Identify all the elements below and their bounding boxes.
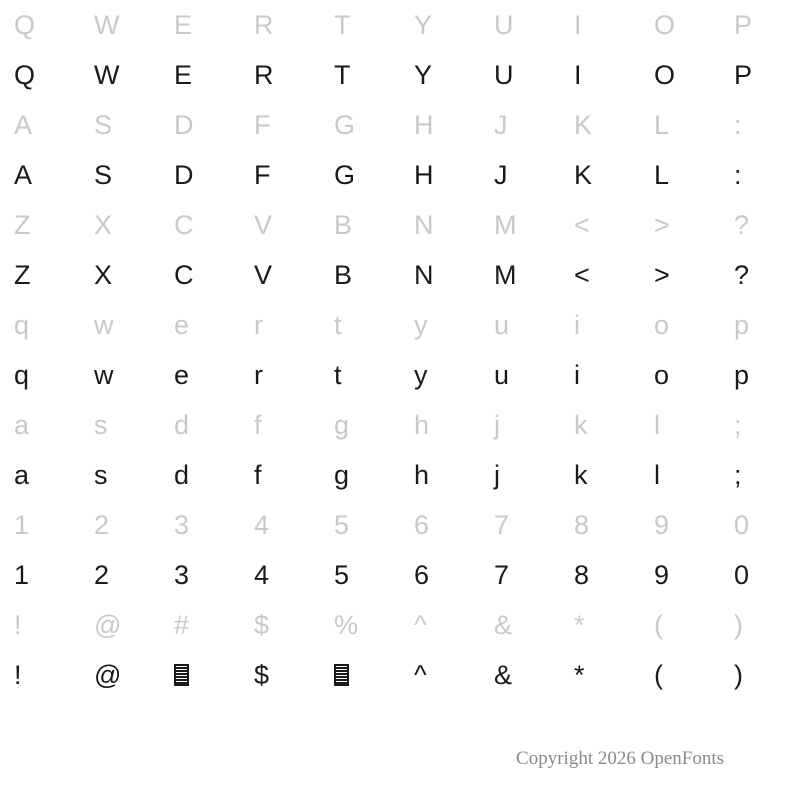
glyph-character: 5 xyxy=(334,509,350,540)
glyph-cell xyxy=(320,100,400,150)
glyph-character: L xyxy=(654,159,670,190)
glyph-cell xyxy=(400,600,480,650)
glyph-character: s xyxy=(94,459,108,490)
glyph-character: o xyxy=(654,359,670,390)
glyph-character: i xyxy=(574,309,580,340)
glyph-character: Y xyxy=(414,9,433,40)
glyph-character: $ xyxy=(254,609,270,640)
glyph-cell xyxy=(480,450,560,500)
glyph-cell xyxy=(80,600,160,650)
glyph-character: & xyxy=(494,609,513,640)
glyph-character: K xyxy=(574,159,593,190)
glyph-character: X xyxy=(94,259,113,290)
glyph-character: : xyxy=(734,109,742,140)
glyph-character: 6 xyxy=(414,559,430,590)
glyph-character: e xyxy=(174,309,190,340)
glyph-character: ; xyxy=(734,459,742,490)
glyph-character: L xyxy=(654,109,670,140)
glyph-cell xyxy=(560,400,640,450)
glyph-cell xyxy=(640,150,720,200)
glyph-cell xyxy=(240,250,320,300)
glyph-character: u xyxy=(494,309,510,340)
glyph-character: R xyxy=(254,9,274,40)
glyph-character: : xyxy=(734,159,742,190)
glyph-character: o xyxy=(654,309,670,340)
glyph-character: > xyxy=(654,209,670,240)
glyph-character: p xyxy=(734,359,750,390)
glyph-character: * xyxy=(574,659,585,690)
glyph-cell xyxy=(240,100,320,150)
glyph-cell xyxy=(400,500,480,550)
glyph-character: W xyxy=(94,59,120,90)
glyph-cell xyxy=(320,550,400,600)
glyph-cell xyxy=(400,350,480,400)
glyph-cell xyxy=(400,300,480,350)
glyph-cell xyxy=(720,100,800,150)
glyph-character: j xyxy=(494,409,500,440)
glyph-character: ^ xyxy=(414,609,427,640)
glyph-cell xyxy=(80,50,160,100)
glyph-cell xyxy=(560,550,640,600)
glyph-cell xyxy=(80,200,160,250)
glyph-character: g xyxy=(334,409,350,440)
glyph-character: K xyxy=(574,109,593,140)
glyph-cell xyxy=(560,200,640,250)
glyph-character: < xyxy=(574,209,590,240)
glyph-cell xyxy=(320,450,400,500)
glyph-character: ? xyxy=(734,209,750,240)
glyph-character: 7 xyxy=(494,559,510,590)
glyph-cell xyxy=(480,150,560,200)
glyph-cell xyxy=(480,0,560,50)
glyph-character: y xyxy=(414,359,428,390)
glyph-character: V xyxy=(254,209,273,240)
glyph-character: U xyxy=(494,9,514,40)
glyph-character: l xyxy=(654,459,660,490)
glyph-character: f xyxy=(254,409,262,440)
glyph-character: 1 xyxy=(14,559,30,590)
glyph-cell xyxy=(240,150,320,200)
glyph-character: A xyxy=(14,159,33,190)
glyph-cell xyxy=(480,200,560,250)
glyph-cell xyxy=(0,500,80,550)
glyph-cell xyxy=(720,550,800,600)
glyph-cell xyxy=(320,500,400,550)
glyph-character: q xyxy=(14,359,30,390)
glyph-character: G xyxy=(334,109,356,140)
glyph-character: Q xyxy=(14,59,36,90)
glyph-cell xyxy=(720,500,800,550)
glyph-cell xyxy=(640,100,720,150)
glyph-cell xyxy=(720,0,800,50)
glyph-cell xyxy=(720,250,800,300)
glyph-cell xyxy=(480,300,560,350)
glyph-cell xyxy=(480,650,560,700)
glyph-cell xyxy=(240,50,320,100)
glyph-cell xyxy=(240,350,320,400)
glyph-cell xyxy=(400,250,480,300)
glyph-cell xyxy=(0,300,80,350)
glyph-character: ? xyxy=(734,259,750,290)
glyph-character: B xyxy=(334,209,353,240)
glyph-cell xyxy=(400,450,480,500)
glyph-character: ^ xyxy=(414,659,427,690)
glyph-cell xyxy=(560,0,640,50)
glyph-cell xyxy=(160,0,240,50)
glyph-cell xyxy=(160,300,240,350)
glyph-cell xyxy=(80,450,160,500)
glyph-cell xyxy=(320,200,400,250)
glyph-cell xyxy=(160,350,240,400)
glyph-character: t xyxy=(334,309,342,340)
glyph-cell xyxy=(400,550,480,600)
glyph-cell xyxy=(0,100,80,150)
glyph-character: g xyxy=(334,459,350,490)
glyph-cell xyxy=(560,650,640,700)
glyph-cell xyxy=(720,150,800,200)
glyph-cell xyxy=(400,200,480,250)
glyph-cell xyxy=(0,250,80,300)
glyph-character: F xyxy=(254,109,271,140)
glyph-character: a xyxy=(14,409,30,440)
glyph-character: Y xyxy=(414,59,433,90)
glyph-character: ) xyxy=(734,609,743,640)
glyph-character: 3 xyxy=(174,559,190,590)
notdef-glyph-icon xyxy=(334,664,349,686)
glyph-character: t xyxy=(334,359,342,390)
glyph-character: I xyxy=(574,59,582,90)
glyph-character: k xyxy=(574,459,588,490)
glyph-cell xyxy=(560,500,640,550)
glyph-character: N xyxy=(414,259,434,290)
glyph-cell xyxy=(400,0,480,50)
glyph-character: h xyxy=(414,409,430,440)
glyph-cell xyxy=(480,550,560,600)
glyph-cell xyxy=(0,200,80,250)
glyph-cell xyxy=(0,450,80,500)
glyph-cell xyxy=(320,150,400,200)
glyph-character: # xyxy=(174,609,190,640)
glyph-cell xyxy=(640,650,720,700)
glyph-character: r xyxy=(254,359,263,390)
glyph-character: * xyxy=(574,609,585,640)
glyph-character: ( xyxy=(654,609,663,640)
glyph-cell xyxy=(160,650,240,700)
glyph-character: d xyxy=(174,409,190,440)
glyph-character: 0 xyxy=(734,559,750,590)
glyph-character: S xyxy=(94,159,113,190)
glyph-cell xyxy=(560,100,640,150)
glyph-cell xyxy=(160,600,240,650)
glyph-cell xyxy=(400,50,480,100)
glyph-cell xyxy=(80,500,160,550)
glyph-cell xyxy=(320,0,400,50)
glyph-character: $ xyxy=(254,659,270,690)
glyph-character: h xyxy=(414,459,430,490)
glyph-cell xyxy=(400,150,480,200)
glyph-character: P xyxy=(734,9,753,40)
glyph-character: T xyxy=(334,9,351,40)
glyph-character: U xyxy=(494,59,514,90)
glyph-character: I xyxy=(574,9,582,40)
glyph-cell xyxy=(240,600,320,650)
glyph-character: d xyxy=(174,459,190,490)
glyph-character: G xyxy=(334,159,356,190)
glyph-character: 4 xyxy=(254,559,270,590)
glyph-character: 0 xyxy=(734,509,750,540)
glyph-character: T xyxy=(334,59,351,90)
glyph-character: N xyxy=(414,209,434,240)
glyph-character: O xyxy=(654,9,676,40)
glyph-cell xyxy=(80,300,160,350)
glyph-character: P xyxy=(734,59,753,90)
glyph-character: & xyxy=(494,659,513,690)
glyph-character: 5 xyxy=(334,559,350,590)
glyph-cell xyxy=(720,650,800,700)
glyph-character: ( xyxy=(654,659,663,690)
glyph-character: @ xyxy=(94,609,122,640)
glyph-cell xyxy=(640,450,720,500)
glyph-character: F xyxy=(254,159,271,190)
glyph-cell xyxy=(560,300,640,350)
glyph-cell xyxy=(160,400,240,450)
glyph-character: 9 xyxy=(654,559,670,590)
glyph-cell xyxy=(80,250,160,300)
glyph-character: ; xyxy=(734,409,742,440)
glyph-character: 6 xyxy=(414,509,430,540)
glyph-cell xyxy=(240,300,320,350)
glyph-cell xyxy=(160,500,240,550)
glyph-cell xyxy=(0,150,80,200)
glyph-cell xyxy=(240,450,320,500)
glyph-character: D xyxy=(174,109,194,140)
glyph-character: l xyxy=(654,409,660,440)
glyph-cell xyxy=(400,100,480,150)
glyph-character: O xyxy=(654,59,676,90)
glyph-cell xyxy=(640,400,720,450)
glyph-cell xyxy=(80,350,160,400)
glyph-character: 9 xyxy=(654,509,670,540)
glyph-cell xyxy=(160,100,240,150)
glyph-cell xyxy=(480,50,560,100)
glyph-character: 2 xyxy=(94,509,110,540)
glyph-cell xyxy=(640,200,720,250)
glyph-cell xyxy=(720,600,800,650)
glyph-cell xyxy=(240,650,320,700)
glyph-cell xyxy=(480,400,560,450)
glyph-cell xyxy=(560,250,640,300)
glyph-character: ! xyxy=(14,609,22,640)
glyph-cell xyxy=(320,400,400,450)
glyph-cell xyxy=(560,450,640,500)
glyph-cell xyxy=(480,500,560,550)
glyph-character: i xyxy=(574,359,580,390)
glyph-cell xyxy=(480,600,560,650)
glyph-cell xyxy=(640,0,720,50)
glyph-cell xyxy=(640,300,720,350)
glyph-cell xyxy=(560,350,640,400)
glyph-cell xyxy=(160,200,240,250)
glyph-cell xyxy=(0,50,80,100)
glyph-character: H xyxy=(414,109,434,140)
glyph-character: M xyxy=(494,209,517,240)
glyph-character: @ xyxy=(94,659,122,690)
glyph-character: C xyxy=(174,209,194,240)
glyph-character: 1 xyxy=(14,509,30,540)
glyph-cell xyxy=(720,350,800,400)
glyph-character: J xyxy=(494,109,508,140)
glyph-character: y xyxy=(414,309,428,340)
glyph-cell xyxy=(400,400,480,450)
glyph-cell xyxy=(640,350,720,400)
glyph-cell xyxy=(80,400,160,450)
glyph-character: e xyxy=(174,359,190,390)
glyph-character: p xyxy=(734,309,750,340)
glyph-character: 7 xyxy=(494,509,510,540)
glyph-cell xyxy=(240,550,320,600)
glyph-cell xyxy=(80,650,160,700)
glyph-cell xyxy=(320,250,400,300)
glyph-cell xyxy=(320,50,400,100)
glyph-character: J xyxy=(494,159,508,190)
glyph-cell xyxy=(80,100,160,150)
glyph-cell xyxy=(160,250,240,300)
glyph-cell xyxy=(640,250,720,300)
glyph-cell xyxy=(0,400,80,450)
glyph-cell xyxy=(160,450,240,500)
copyright-notice: Copyright 2026 OpenFonts xyxy=(516,748,724,769)
glyph-cell xyxy=(560,50,640,100)
glyph-cell xyxy=(320,350,400,400)
glyph-character: E xyxy=(174,9,193,40)
glyph-cell xyxy=(0,0,80,50)
glyph-character: H xyxy=(414,159,434,190)
glyph-cell xyxy=(240,400,320,450)
glyph-character: Z xyxy=(14,259,31,290)
glyph-cell xyxy=(720,450,800,500)
glyph-cell xyxy=(480,250,560,300)
glyph-character: X xyxy=(94,209,113,240)
glyph-cell xyxy=(560,150,640,200)
glyph-cell xyxy=(720,300,800,350)
glyph-character: ) xyxy=(734,659,743,690)
glyph-character: S xyxy=(94,109,113,140)
glyph-character: E xyxy=(174,59,193,90)
glyph-cell xyxy=(160,550,240,600)
glyph-character: 4 xyxy=(254,509,270,540)
glyph-cell xyxy=(720,200,800,250)
glyph-cell xyxy=(80,0,160,50)
glyph-cell xyxy=(240,200,320,250)
glyph-character: V xyxy=(254,259,273,290)
glyph-cell xyxy=(160,50,240,100)
notdef-glyph-icon xyxy=(174,664,189,686)
glyph-cell xyxy=(640,600,720,650)
glyph-cell xyxy=(720,50,800,100)
glyph-cell xyxy=(320,600,400,650)
glyph-character: W xyxy=(94,9,120,40)
glyph-character: r xyxy=(254,309,263,340)
glyph-character: R xyxy=(254,59,274,90)
glyph-cell xyxy=(80,550,160,600)
glyph-character: < xyxy=(574,259,590,290)
glyph-character: j xyxy=(494,459,500,490)
glyph-character: A xyxy=(14,109,33,140)
glyph-cell xyxy=(320,650,400,700)
glyph-character: 8 xyxy=(574,559,590,590)
glyph-cell xyxy=(160,150,240,200)
glyph-cell xyxy=(400,650,480,700)
glyph-cell xyxy=(0,550,80,600)
glyph-cell xyxy=(640,500,720,550)
glyph-character: u xyxy=(494,359,510,390)
glyph-character: M xyxy=(494,259,517,290)
glyph-cell xyxy=(480,350,560,400)
glyph-cell xyxy=(240,500,320,550)
glyph-character: 8 xyxy=(574,509,590,540)
glyph-cell xyxy=(80,150,160,200)
glyph-character: w xyxy=(94,309,114,340)
glyph-character: k xyxy=(574,409,588,440)
glyph-cell xyxy=(0,600,80,650)
glyph-character: w xyxy=(94,359,114,390)
glyph-character: Q xyxy=(14,9,36,40)
glyph-character: q xyxy=(14,309,30,340)
glyph-character: D xyxy=(174,159,194,190)
glyph-cell xyxy=(480,100,560,150)
glyph-character: a xyxy=(14,459,30,490)
glyph-cell xyxy=(0,650,80,700)
glyph-character: 2 xyxy=(94,559,110,590)
glyph-cell xyxy=(560,600,640,650)
glyph-character: Z xyxy=(14,209,31,240)
glyph-cell xyxy=(720,400,800,450)
glyph-character: C xyxy=(174,259,194,290)
glyph-character: 3 xyxy=(174,509,190,540)
glyph-cell xyxy=(320,300,400,350)
glyph-cell xyxy=(0,350,80,400)
glyph-character: ! xyxy=(14,659,22,690)
glyph-cell xyxy=(640,550,720,600)
glyph-cell xyxy=(640,50,720,100)
glyph-character: % xyxy=(334,609,359,640)
glyph-character: s xyxy=(94,409,108,440)
glyph-character: f xyxy=(254,459,262,490)
glyph-character: > xyxy=(654,259,670,290)
glyph-character: B xyxy=(334,259,353,290)
glyph-cell xyxy=(240,0,320,50)
